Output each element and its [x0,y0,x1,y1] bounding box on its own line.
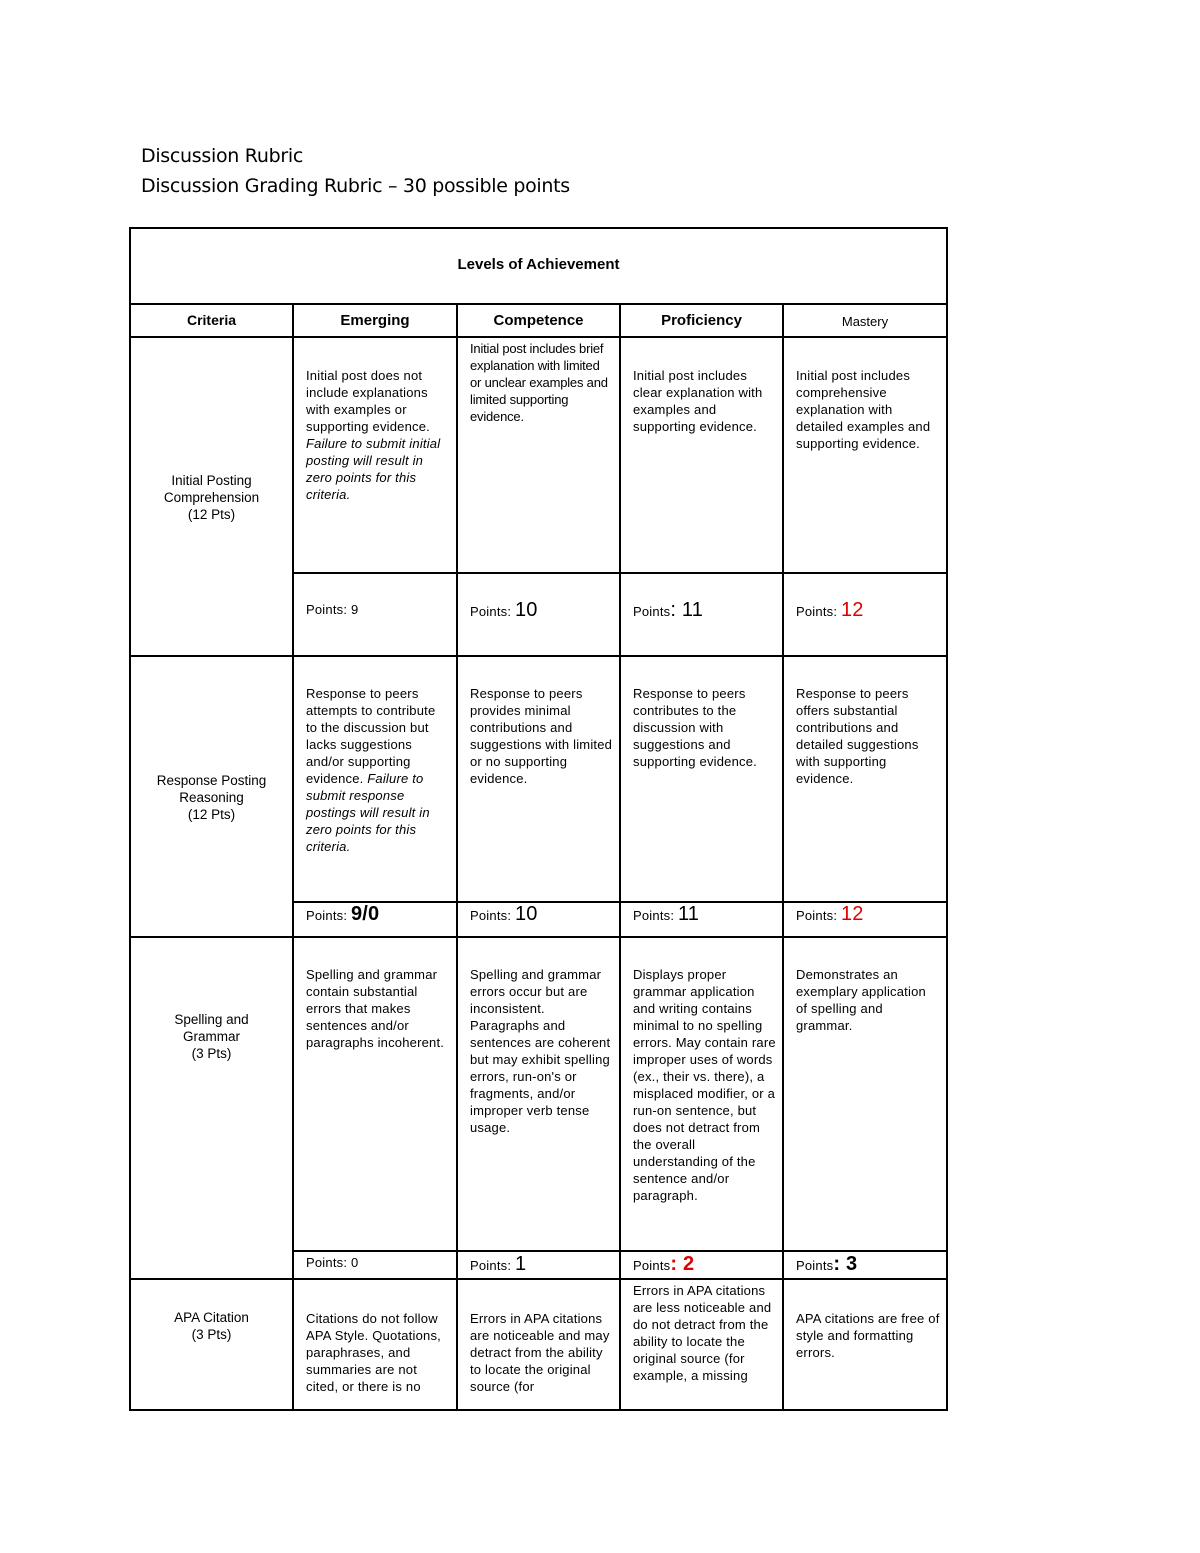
points-value: 12 [840,599,864,621]
row4-emerging-description: Citations do not follow APA Style. Quotations, paraphrases, and summaries are not cited, or there is no [306,1311,441,1394]
criteria-points: (12 Pts) [187,507,236,522]
points-value: 12 [840,903,864,925]
points-label: Points [633,1258,671,1273]
row2-competence-description: Response to peers provides minimal contributions and suggestions with limited or no supporting evidence. [470,686,613,786]
row4-mastery-description: APA citations are free of style and formatting errors. [796,1311,940,1360]
document-subtitle: Discussion Grading Rubric – 30 possible points [141,175,570,197]
points-value: 9 [350,602,359,617]
criteria-line: Comprehension [163,490,260,505]
row1-mastery-points [784,599,946,621]
row3-emerging-description: Spelling and grammar contain substantial errors that makes sentences and/or paragraphs incoherent. [306,967,445,1050]
row4-competence-description: Errors in APA citations are noticeable and may detract from the ability to locate the original source (for [470,1311,610,1394]
criteria-line: Response Posting [156,773,267,788]
points-value: : 3 [833,1253,858,1275]
criteria-line: Grammar [183,1029,240,1044]
points-label: Points [796,1258,834,1273]
row4-clip [131,1280,946,1409]
column-header-mastery: Mastery [841,314,889,329]
row2-proficiency-points [621,903,782,925]
row3-competence-points [458,1253,619,1275]
row1-proficiency-points [621,599,782,621]
points-label: Points: [306,1255,351,1270]
failure-note: Failure to submit initial posting will result in zero points for this criteria. [306,436,441,502]
row2-mastery-points [784,903,946,925]
points-value: 9/0 [350,903,380,925]
row1-competence-description: Initial post includes brief explanation with limited or unclear examples and limited supporting evidence. [470,341,608,424]
criteria-line: Initial Posting [171,473,252,488]
levels-header: Levels of Achievement [457,256,620,273]
row2-competence-points [458,903,619,925]
row4-proficiency-description: Errors in APA citations are less noticeable and do not detract from the ability to locate the original source (for example, a missing [633,1283,772,1383]
points-value: : 2 [670,1253,695,1275]
row1-emerging-description [294,367,456,503]
points-label: Points: [796,604,841,619]
row1-proficiency-description: Initial post includes clear explanation with examples and supporting evidence. [633,368,763,434]
column-header-competence: Competence [493,312,584,329]
row2-emerging-description [294,685,456,855]
points-value: 0 [350,1255,359,1270]
failure-note: Failure to submit response postings will result in zero points for this criteria. [306,771,430,854]
document-title: Discussion Rubric [141,145,303,167]
row3-proficiency-description: Displays proper grammar application and writing contains minimal to no spelling errors. May contain rare improper uses of words (ex., their vs. there), a misplaced modifier, or a run-on sentence, but does not detract from the overall understanding of the sentence and/or paragraph. [633,967,776,1203]
column-header-proficiency: Proficiency [661,312,742,329]
row1-mastery-description: Initial post includes comprehensive explanation with detailed examples and supporting evidence. [796,368,931,451]
row2-proficiency-description: Response to peers contributes to the discussion with suggestions and supporting evidence. [633,686,757,769]
points-value: : 11 [670,599,704,621]
description-text: Response to peers attempts to contribute to the discussion but lacks suggestions and/or supporting evidence. [306,686,436,786]
points-label: Points: [470,1258,515,1273]
row1-emerging-points [294,601,456,618]
points-value: 10 [514,903,538,925]
criteria-spelling-grammar [131,1011,292,1062]
column-header-criteria: Criteria [186,312,237,328]
criteria-response-posting [131,772,292,823]
criteria-points: (3 Pts) [191,1046,232,1061]
points-value: 1 [514,1253,527,1275]
criteria-apa-citation [131,1309,292,1343]
criteria-line: Reasoning [179,790,244,805]
criteria-line: Spelling and [174,1012,249,1027]
points-label: Points: [470,604,515,619]
column-header-emerging: Emerging [340,312,410,329]
points-label: Points: [306,908,351,923]
row3-proficiency-points [621,1253,782,1275]
row3-competence-description: Spelling and grammar errors occur but are inconsistent. Paragraphs and sentences are coherent but may exhibit spelling errors, run-on's or fragments, and/or improper verb tense usage. [470,967,611,1135]
criteria-points: (12 Pts) [187,807,236,822]
points-label: Points [633,604,671,619]
points-value: 10 [514,599,538,621]
points-label: Points: [306,602,351,617]
row3-emerging-points [294,1254,456,1271]
points-value: 11 [677,903,700,925]
description-text: Initial post does not include explanations with examples or supporting evidence. [306,368,430,434]
points-label: Points: [796,908,841,923]
criteria-initial-posting [131,472,292,523]
points-label: Points: [633,908,678,923]
row1-competence-points [458,599,619,621]
criteria-line: APA Citation [174,1310,249,1325]
row2-mastery-description: Response to peers offers substantial contributions and detailed suggestions with supporting evidence. [796,686,919,786]
criteria-points: (3 Pts) [191,1327,232,1342]
row3-mastery-points [784,1253,946,1275]
row3-mastery-description: Demonstrates an exemplary application of spelling and grammar. [796,967,926,1033]
points-label: Points: [470,908,515,923]
row2-emerging-points [294,903,456,925]
